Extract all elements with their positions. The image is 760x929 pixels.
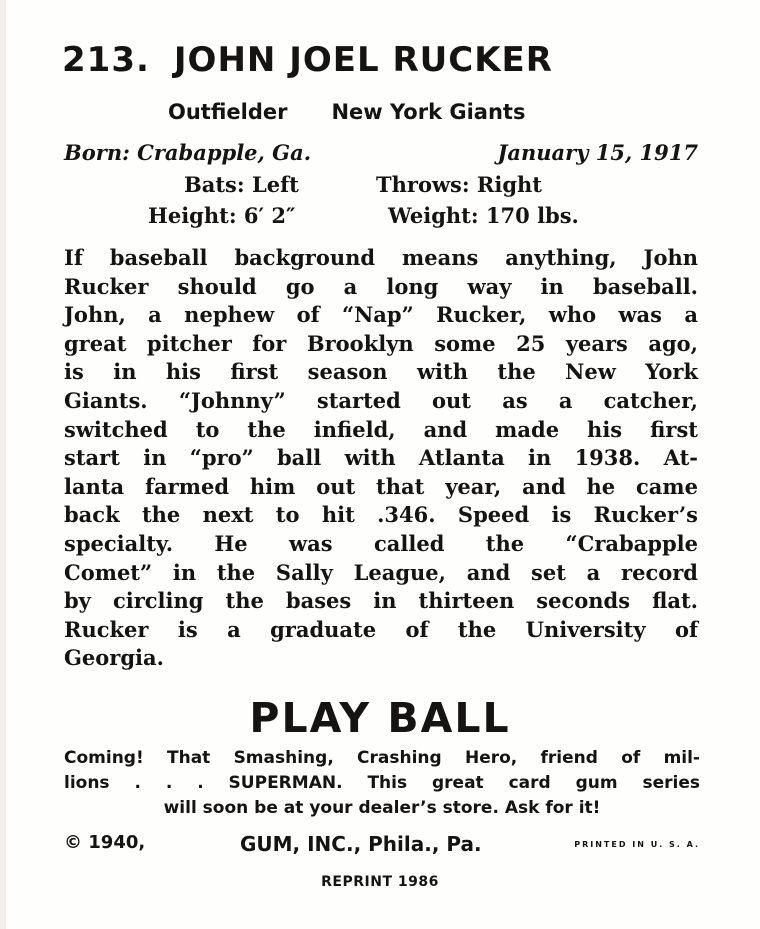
card-title	[62, 40, 553, 80]
card-number: 213.	[62, 40, 150, 80]
play-ball-heading: PLAY BALL	[249, 694, 511, 742]
bio-line: Rucker is a graduate of the University of	[64, 616, 698, 642]
height: Height: 6′ 2″	[148, 203, 296, 228]
bio-line: specialty. He was called the “Crabapple	[64, 530, 698, 556]
player-team: New York Giants	[331, 100, 526, 124]
publisher: GUM, INC., Phila., Pa.	[240, 832, 482, 856]
card-edge	[0, 0, 6, 929]
birth-place: Born: Crabapple, Ga.	[64, 140, 312, 165]
bio-line: switched to the infield, and made his first	[64, 416, 698, 442]
birth-date: January 15, 1917	[497, 140, 698, 165]
bio-line: Comet” in the Sally League, and set a record	[64, 559, 698, 585]
bio-line: If baseball background means anything, John	[64, 245, 698, 270]
height-weight-line	[148, 203, 579, 228]
bio-line: start in “pro” ball with Atlanta in 1938. At-	[64, 445, 698, 471]
bio-line: by circling the bases in thirteen seconds flat.	[64, 588, 698, 614]
position-team-line	[168, 100, 525, 124]
printed-in-usa: PRINTED IN U. S. A.	[574, 840, 700, 849]
bio-line: John, a nephew of “Nap” Rucker, who was a	[64, 302, 698, 328]
reprint-notice: REPRINT 1986	[321, 874, 439, 890]
player-name: JOHN JOEL RUCKER	[173, 40, 553, 80]
ad-line: Coming! That Smashing, Crashing Hero, friend of mil-	[64, 748, 700, 768]
birth-line	[64, 140, 698, 165]
player-biography	[64, 244, 698, 673]
bio-line: Giants. “Johnny” started out as a catcher,	[64, 387, 698, 413]
bats-throws-line	[184, 172, 543, 197]
throws: Throws: Right	[376, 172, 543, 197]
bio-line: Rucker should go a long way in baseball.	[64, 273, 698, 299]
superman-advertisement	[64, 746, 700, 821]
bio-line: lanta farmed him out that year, and he came	[64, 473, 698, 499]
bio-line: Georgia.	[64, 645, 164, 671]
ad-line: will soon be at your dealer’s store. Ask for it!	[163, 798, 601, 818]
bio-line: back the next to hit .346. Speed is Rucker’s	[64, 502, 698, 528]
bats: Bats: Left	[184, 172, 299, 197]
bio-line: great pitcher for Brooklyn some 25 years ago,	[64, 330, 698, 356]
bio-line: is in his first season with the New York	[64, 359, 698, 385]
weight: Weight: 170 lbs.	[388, 203, 579, 228]
player-position: Outfielder	[168, 100, 288, 124]
ad-line: lions . . . SUPERMAN. This great card gum series	[64, 773, 700, 793]
publisher-line	[64, 832, 700, 860]
copyright: © 1940,	[64, 832, 146, 853]
